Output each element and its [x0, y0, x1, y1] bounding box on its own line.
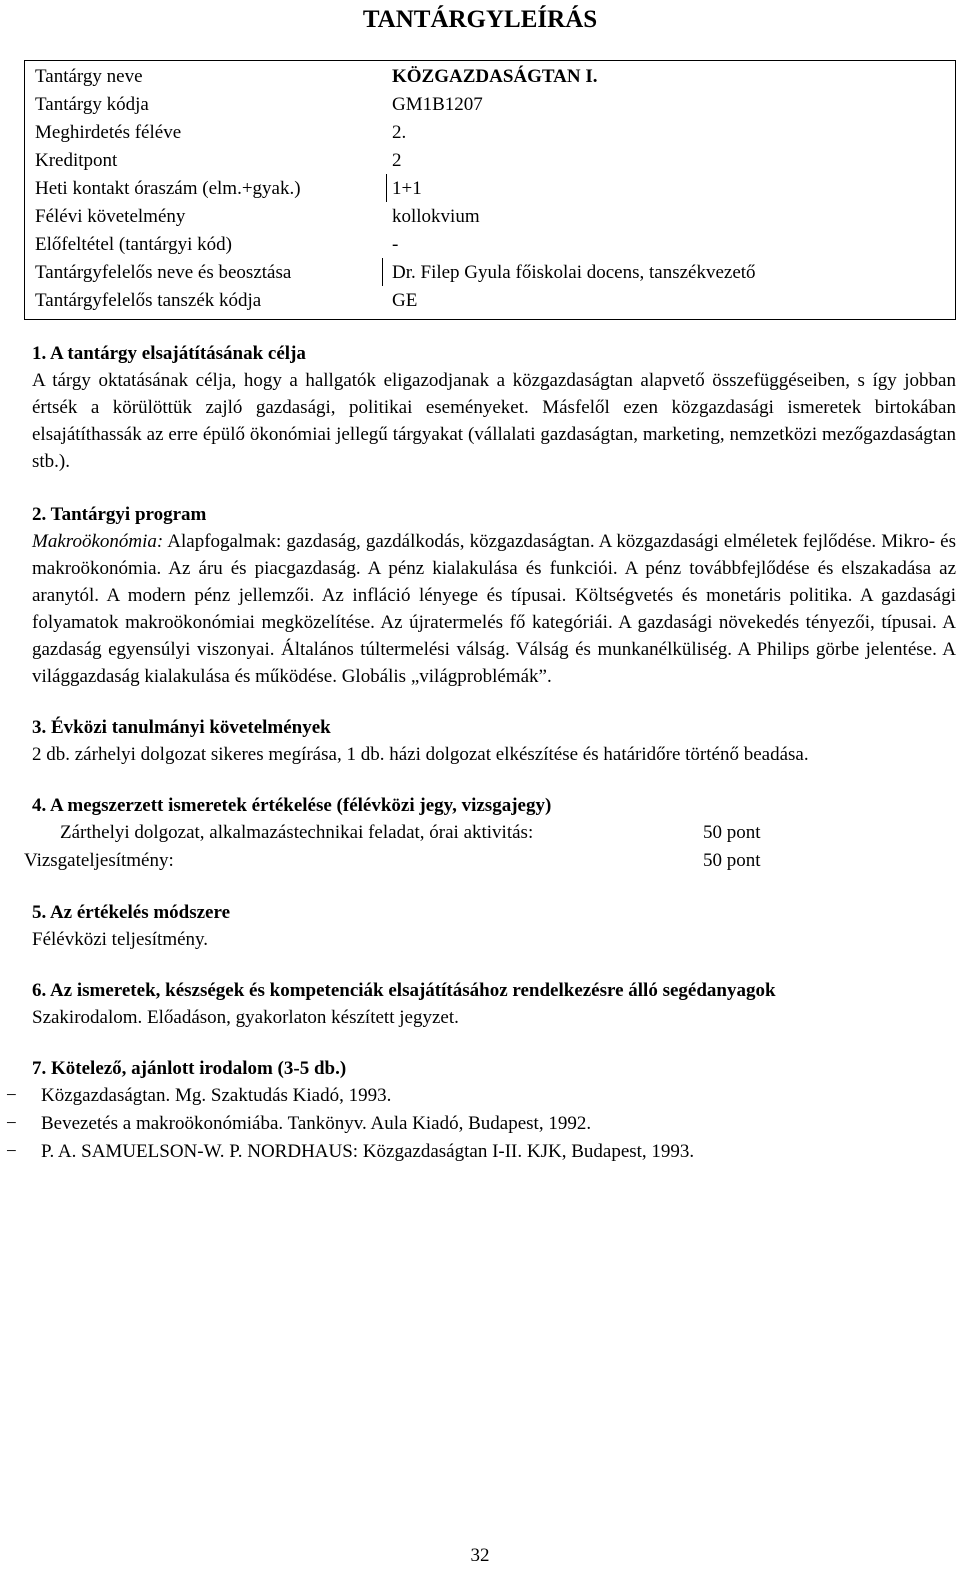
info-value: GE — [392, 290, 418, 311]
info-row-semester — [35, 119, 935, 147]
eval-label: Vizsgateljesítmény: — [24, 850, 174, 871]
info-row-requirement — [35, 203, 935, 231]
section-program — [32, 501, 956, 690]
table-divider — [386, 174, 387, 202]
info-label: Tantárgyfelelős neve és beosztása — [35, 262, 292, 283]
table-divider — [382, 258, 383, 286]
info-row-department — [35, 287, 935, 315]
info-label: Tantárgy kódja — [35, 94, 149, 115]
info-label: Tantárgyfelelős tanszék kódja — [35, 290, 262, 311]
info-row-course-name — [35, 63, 935, 91]
literature-item — [6, 1082, 956, 1110]
section-text: 2 db. zárhelyi dolgozat sikeres megírása, 1 db. házi dolgozat elkészítése és határidőre történő beadása. — [32, 744, 809, 765]
document-body — [6, 340, 956, 1166]
info-value: Dr. Filep Gyula főiskolai docens, tanszékvezető — [392, 262, 756, 283]
section-heading: 7. Kötelező, ajánlott irodalom (3-5 db.) — [32, 1058, 347, 1079]
info-value: 1+1 — [392, 178, 422, 199]
program-text: Alapfogalmak: gazdaság, gazdálkodás, közgazdaságtan. A közgazdasági elméletek fejlődése. Mikro- és makroökonómia. Az áru és piacgazdaság. A pénz kialakulása és funkciói. A pénz továbbfejlődése és elszakadása az aranytól. A modern pénz jellemzői. Az infláció lényege és típusai. Költségvetés és monetáris politika. A gazdasági folyamatok makroökonómiai megközelítése. Az újratermelés fő kategóriái. A gazdasági növekedés tényezői, típusai. A gazdaság egyensúlyi viszonyai. Általános túltermelési válság. Válság és munkanélküliség. A Philips görbe jelentése. A világgazdaság kialakulása és működése. Globális „világproblémák”. — [32, 531, 956, 687]
literature-item — [6, 1110, 956, 1138]
info-value: kollokvium — [392, 206, 480, 227]
info-row-course-code — [35, 91, 935, 119]
section-evaluation — [24, 792, 956, 875]
section-text: A tárgy oktatásának célja, hogy a hallgatók eligazodjanak a közgazdaságtan alapvető összefüggéseiben, s így jobban értsék a körülöttük zajló gazdasági, politikai eseményeket. Másfelől ezen közgazdasági ismeretek birtokában elsajátíthassák az erre épülő ökonómiai jellegű tárgyakat (vállalati gazdaságtan, marketing, nemzetközi mezőgazdaságtan stb.). — [32, 370, 956, 472]
section-text — [32, 528, 956, 690]
literature-text: P. A. SAMUELSON-W. P. NORDHAUS: Közgazdaságtan I-II. KJK, Budapest, 1993. — [41, 1141, 695, 1162]
section-goal — [32, 340, 956, 475]
info-value: 2 — [392, 150, 402, 171]
section-literature — [6, 1055, 956, 1166]
literature-item — [6, 1138, 956, 1166]
section-materials — [32, 977, 956, 1031]
page-number: 32 — [470, 1545, 490, 1566]
info-label: Tantárgy neve — [35, 66, 143, 87]
section-text: Szakirodalom. Előadáson, gyakorlaton készített jegyzet. — [32, 1007, 459, 1028]
section-heading: 3. Évközi tanulmányi követelmények — [32, 717, 331, 738]
page-title: TANTÁRGYLEÍRÁS — [362, 6, 598, 33]
info-row-contact-hours — [35, 175, 935, 203]
eval-label: Zárthelyi dolgozat, alkalmazástechnikai feladat, órai aktivitás: — [60, 822, 534, 843]
bullet-dash: − — [6, 1085, 17, 1106]
section-text: Félévközi teljesítmény. — [32, 929, 209, 950]
info-row-prerequisite — [35, 231, 935, 259]
eval-row — [32, 819, 956, 847]
info-value: - — [392, 234, 399, 255]
section-heading: 2. Tantárgyi program — [32, 504, 207, 525]
info-label: Kreditpont — [35, 150, 118, 171]
bullet-dash: − — [6, 1113, 17, 1134]
section-heading: 1. A tantárgy elsajátításának célja — [32, 343, 306, 364]
info-label: Meghirdetés féléve — [35, 122, 182, 143]
section-heading: 6. Az ismeretek, készségek és kompetenciák elsajátításához rendelkezésre álló segédanyagok — [32, 980, 776, 1001]
info-value: KÖZGAZDASÁGTAN I. — [392, 66, 598, 87]
program-lead: Makroökonómia: — [32, 531, 164, 552]
course-info-table — [24, 60, 956, 320]
literature-text: Bevezetés a makroökonómiába. Tankönyv. Aula Kiadó, Budapest, 1992. — [41, 1113, 592, 1134]
info-row-responsible — [35, 259, 935, 287]
section-requirements — [32, 714, 956, 768]
info-row-credits — [35, 147, 935, 175]
info-value: 2. — [392, 122, 407, 143]
section-heading: 4. A megszerzett ismeretek értékelése (félévközi jegy, vizsgajegy) — [32, 795, 552, 816]
bullet-dash: − — [6, 1141, 17, 1162]
info-value: GM1B1207 — [392, 94, 483, 115]
section-heading: 5. Az értékelés módszere — [32, 902, 231, 923]
section-method — [32, 899, 956, 953]
info-label: Félévi követelmény — [35, 206, 186, 227]
literature-text: Közgazdaságtan. Mg. Szaktudás Kiadó, 1993. — [41, 1085, 392, 1106]
eval-row — [24, 847, 956, 875]
info-label: Előfeltétel (tantárgyi kód) — [35, 234, 232, 255]
eval-value: 50 pont — [703, 822, 761, 843]
eval-value: 50 pont — [703, 850, 761, 871]
info-label: Heti kontakt óraszám (elm.+gyak.) — [35, 178, 301, 199]
